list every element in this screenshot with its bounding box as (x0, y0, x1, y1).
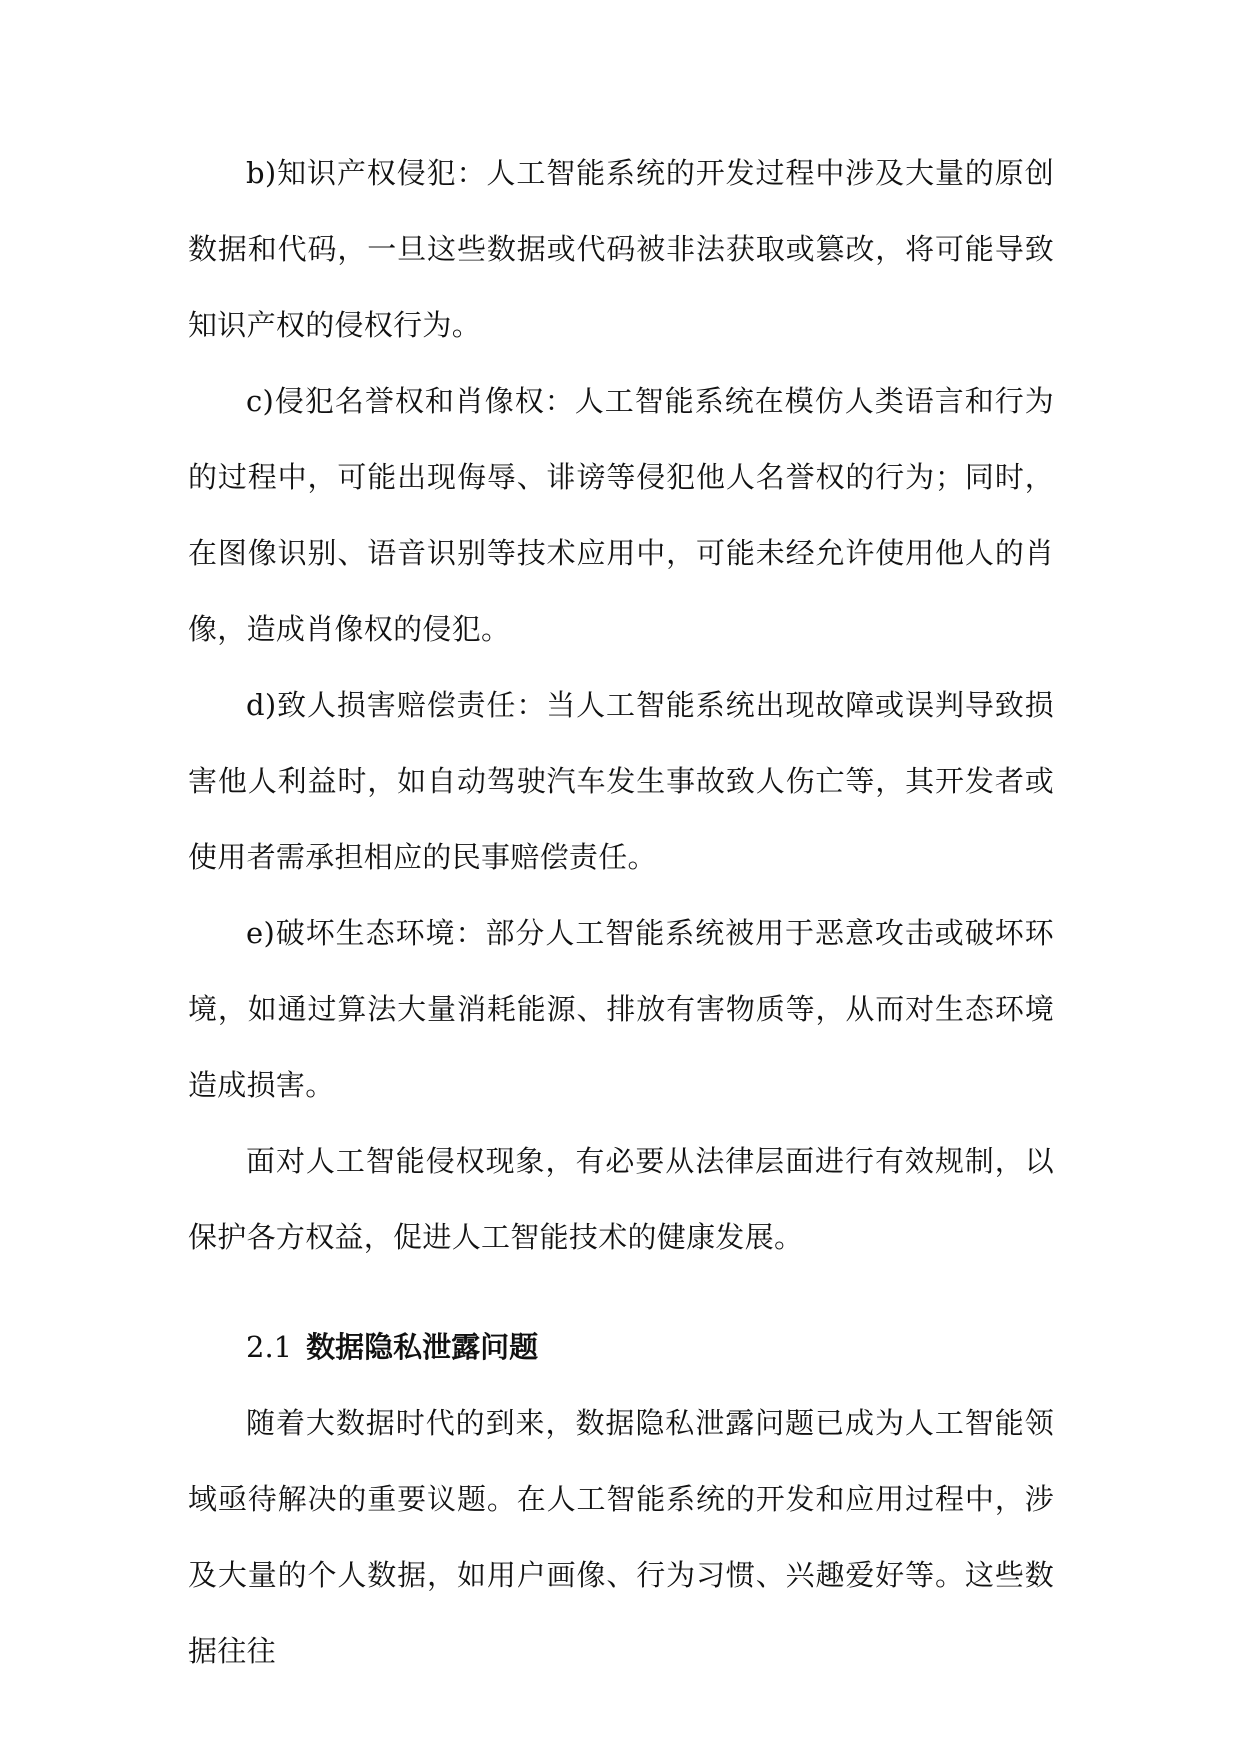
paragraph-damage-liability: d)致人损害赔偿责任：当人工智能系统出现故障或误判导致损害他人利益时，如自动驾驶汽车发生事故致人伤亡等，其开发者或使用者需承担相应的民事赔偿责任。 (188, 688, 1054, 874)
section-number: 2.1 (246, 1330, 293, 1364)
paragraph-ip-infringement: b)知识产权侵犯：人工智能系统的开发过程中涉及大量的原创数据和代码，一旦这些数据或代码被非法获取或篡改，将可能导致知识产权的侵权行为。 (188, 156, 1054, 342)
document-body (188, 135, 1054, 1689)
paragraph-regulation-summary: 面对人工智能侵权现象，有必要从法律层面进行有效规制，以保护各方权益，促进人工智能技术的健康发展。 (188, 1144, 1054, 1254)
section-heading (188, 1309, 1054, 1385)
section-title: 数据隐私泄露问题 (306, 1330, 539, 1364)
paragraph-ecology: e)破坏生态环境：部分人工智能系统被用于恶意攻击或破坏环境，如通过算法大量消耗能源、排放有害物质等，从而对生态环境造成损害。 (188, 916, 1054, 1102)
paragraph-reputation-portrait: c)侵犯名誉权和肖像权：人工智能系统在模仿人类语言和行为的过程中，可能出现侮辱、诽谤等侵犯他人名誉权的行为；同时，在图像识别、语音识别等技术应用中，可能未经允许使用他人的肖像，造成肖像权的侵犯。 (188, 384, 1054, 646)
paragraph-data-privacy: 随着大数据时代的到来，数据隐私泄露问题已成为人工智能领域亟待解决的重要议题。在人工智能系统的开发和应用过程中，涉及大量的个人数据，如用户画像、行为习惯、兴趣爱好等。这些数据往往 (188, 1406, 1054, 1668)
